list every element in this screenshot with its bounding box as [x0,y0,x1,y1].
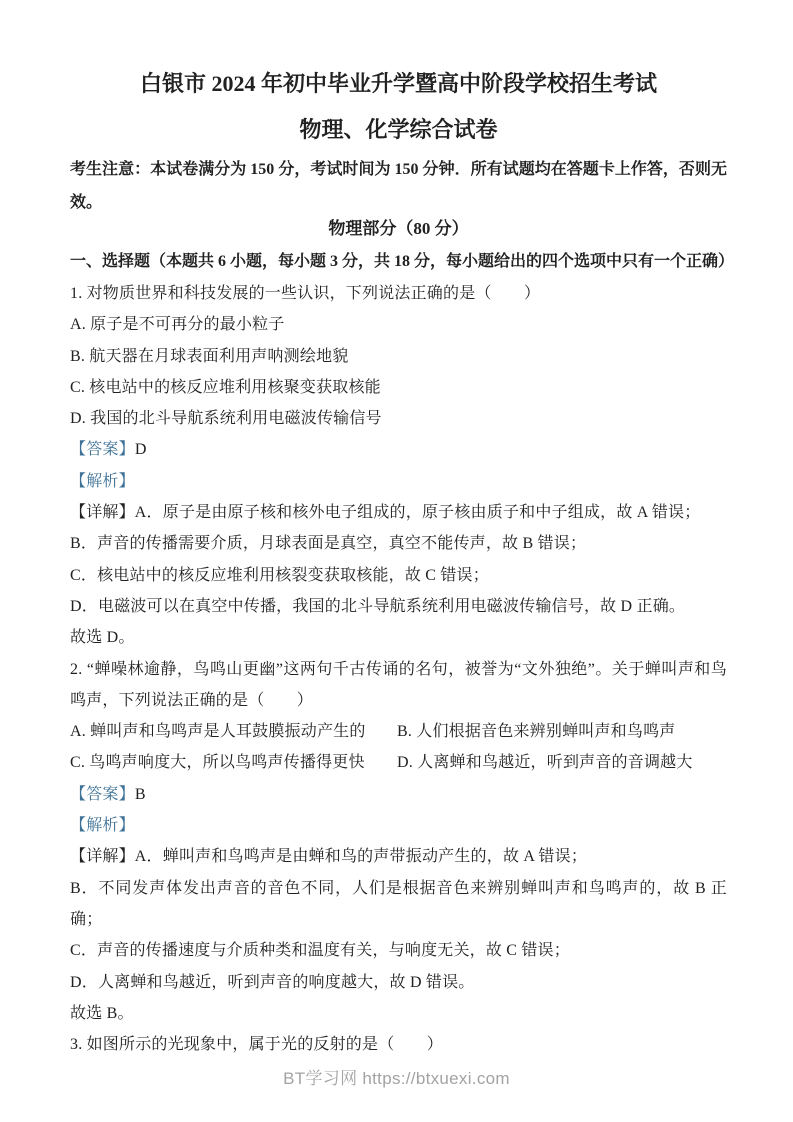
answer-label: 【答案】 [70,441,135,459]
question-2-detail-line: B．不同发声体发出声音的音色不同，人们是根据音色来辨别蝉叫声和鸟鸣声的，故 B 正确； [70,879,727,928]
analysis-label: 【解析】 [70,817,135,835]
question-1-answer-line [70,434,727,465]
question-1-detail-line: 【详解】A．原子是由原子核和核外电子组成的，原子核由质子和中子组成，故 A 错误； [70,504,701,522]
site-watermark: BT学习网 https://btxuexi.com [283,1069,510,1088]
exam-subtitle: 物理、化学综合试卷 [299,117,498,142]
question-2-detail-line: C．声音的传播速度与介质种类和温度有关，与响度无关，故 C 错误； [70,942,570,960]
question-2-option-c: C. 鸟鸣声响度大，所以鸟鸣声传播得更快 [70,754,365,772]
question-1-stem: 1. 对物质世界和科技发展的一些认识，下列说法正确的是（ ） [70,285,541,302]
analysis-label: 【解析】 [70,472,135,490]
part-title: 物理部分（80 分） [328,219,469,238]
question-2-options-row-1 [70,716,727,747]
question-1-option-a: A. 原子是不可再分的最小粒子 [70,316,285,334]
question-2-answer-line [70,779,727,810]
exam-title: 白银市 2024 年初中毕业升学暨高中阶段学校招生考试 [139,71,657,96]
question-2-analysis-line [70,810,727,841]
question-3-stem: 3. 如图所示的光现象中，属于光的反射的是（ ） [70,1036,444,1054]
question-1-detail-line: B．声音的传播需要介质，月球表面是真空，真空不能传声，故 B 错误； [70,535,587,553]
question-2-detail-line: 【详解】A．蝉叫声和鸟鸣声是由蝉和鸟的声带振动产生的，故 A 错误； [70,848,588,866]
question-2-conclusion: 故选 B。 [70,1004,134,1022]
candidate-notice: 考生注意：本试卷满分为 150 分，考试时间为 150 分钟．所有试题均在答题卡上作答，否则无效。 [70,161,727,211]
question-2-stem: 2. “蝉噪林逾静，鸟鸣山更幽”这两句千古传诵的名句，被誉为“文外独绝”。关于蝉叫声和鸟鸣声，下列说法正确的是（ ） [70,660,727,709]
question-1-detail-line: D．电磁波可以在真空中传播，我国的北斗导航系统利用电磁波传输信号，故 D 正确。 [70,597,686,615]
question-1-detail-line: C．核电站中的核反应堆利用核裂变获取核能，故 C 错误； [70,566,489,584]
question-1-option-c: C. 核电站中的核反应堆利用核聚变获取核能 [70,378,381,396]
answer-value: B [134,785,146,803]
question-2-option-a: A. 蝉叫声和鸟鸣声是人耳鼓膜振动产生的 [70,723,366,741]
question-1-conclusion: 故选 D。 [70,629,135,647]
question-1-analysis-line [70,466,727,497]
answer-label: 【答案】 [70,785,135,803]
question-2-detail-line: D．人离蝉和鸟越近，听到声音的响度越大，故 D 错误。 [70,973,475,991]
section-heading: 一、选择题（本题共 6 小题，每小题 3 分，共 18 分，每小题给出的四个选项中只有一个正确） [70,253,735,270]
question-2-option-b: B. 人们根据音色来辨别蝉叫声和鸟鸣声 [397,723,676,741]
question-2-option-d: D. 人离蝉和鸟越近，听到声音的音调越大 [397,754,693,772]
question-2-options-row-2 [70,747,727,778]
question-1-option-b: B. 航天器在月球表面利用声呐测绘地貌 [70,347,349,365]
question-1-option-d: D. 我国的北斗导航系统利用电磁波传输信号 [70,410,382,428]
answer-value: D [134,441,147,459]
